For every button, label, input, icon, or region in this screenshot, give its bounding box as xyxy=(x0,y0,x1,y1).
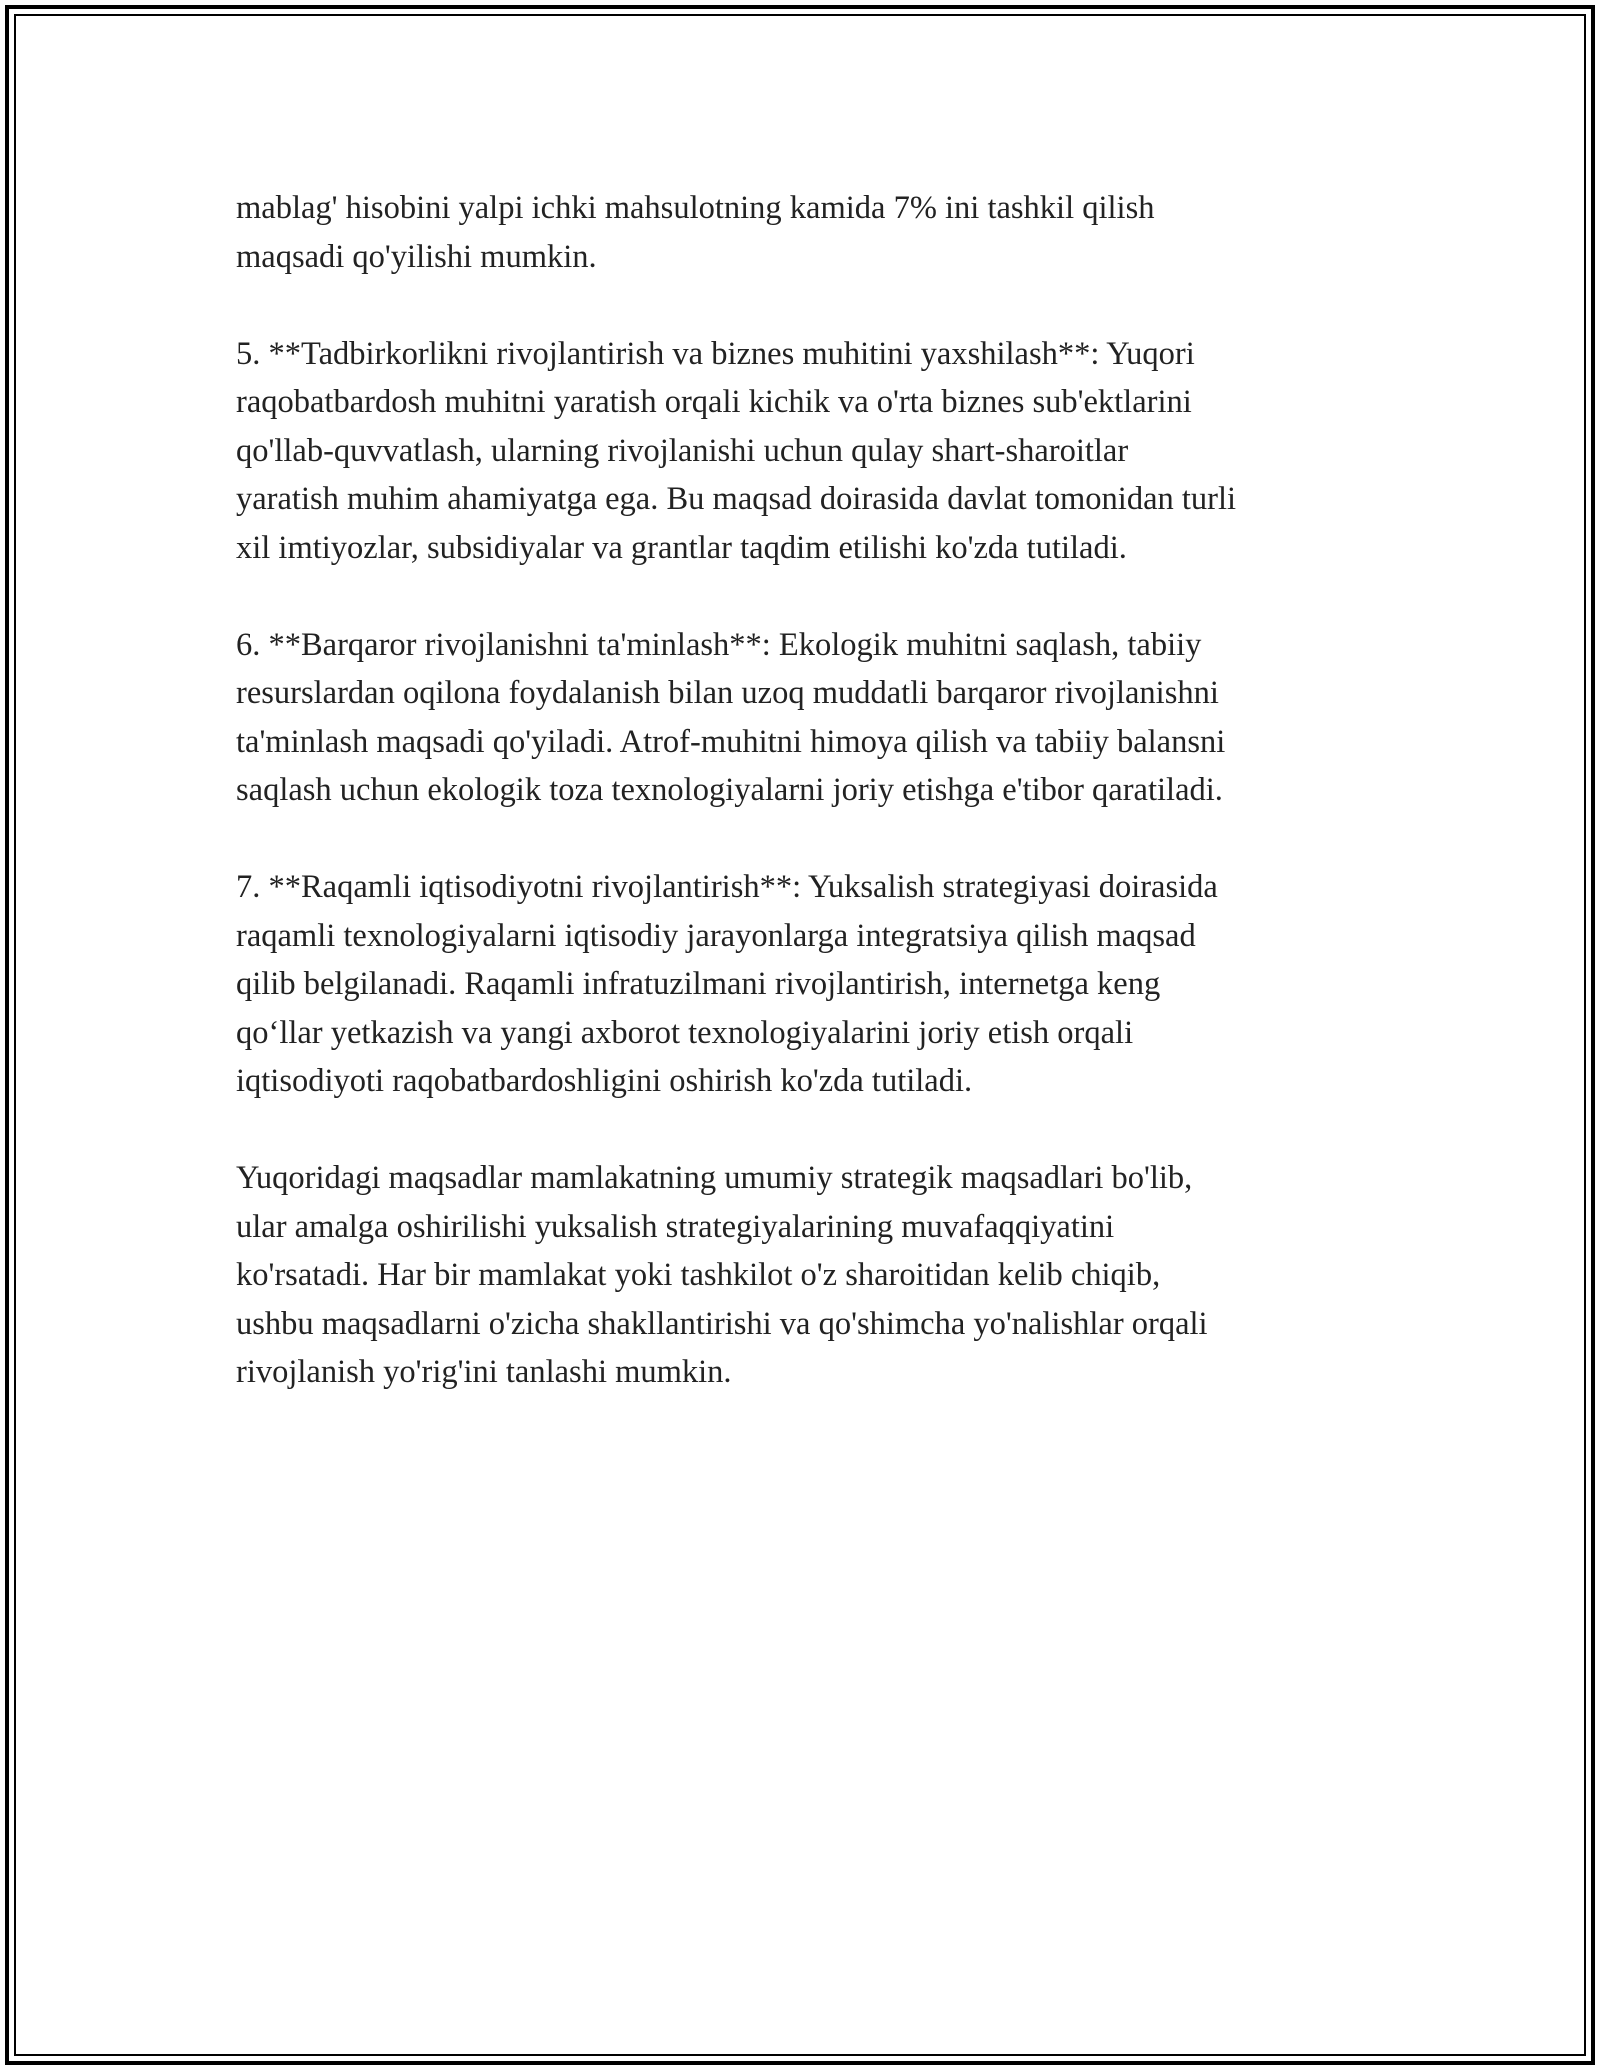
paragraph-item-7 xyxy=(236,863,1396,1106)
document-body xyxy=(236,184,1396,1445)
text-line: Yuqoridagi maqsadlar mamlakatning umumiy strategik maqsadlari bo'lib, xyxy=(236,1160,1193,1196)
text-line: yaratish muhim ahamiyatga ega. Bu maqsad doirasida davlat tomonidan turli xyxy=(236,481,1237,517)
paragraph-item-6 xyxy=(236,621,1396,815)
text-line: iqtisodiyoti raqobatbardoshligini oshirish ko'zda tutiladi. xyxy=(236,1063,973,1099)
paragraph-funding-continuation xyxy=(236,184,1396,281)
text-line: qo‘llar yetkazish va yangi axborot texnologiyalarini joriy etish orqali xyxy=(236,1014,1134,1051)
text-line: ular amalga oshirilishi yuksalish strategiyalarining muvafaqqiyatini xyxy=(236,1208,1115,1245)
paragraph-conclusion xyxy=(236,1154,1396,1397)
text-line: saqlash uchun ekologik toza texnologiyalarni joriy etishga e'tibor qaratiladi. xyxy=(236,772,1223,808)
text-line: resurslardan oqilona foydalanish bilan uzoq muddatli barqaror rivojlanishni xyxy=(236,675,1219,711)
paragraph-item-5 xyxy=(236,330,1396,573)
text-line: maqsadi qo'yilishi mumkin. xyxy=(236,238,597,275)
text-line: 6. **Barqaror rivojlanishni ta'minlash**: Ekologik muhitni saqlash, tabiiy xyxy=(236,626,1202,663)
text-line: rivojlanish yo'rig'ini tanlashi mumkin. xyxy=(236,1354,732,1390)
text-line: ko'rsatadi. Har bir mamlakat yoki tashkilot o'z sharoitidan kelib chiqib, xyxy=(236,1257,1161,1293)
text-line: raqobatbardosh muhitni yaratish orqali kichik va o'rta biznes sub'ektlarini xyxy=(236,384,1192,420)
text-line: ta'minlash maqsadi qo'yiladi. Atrof-muhitni himoya qilish va tabiiy balansni xyxy=(236,723,1226,760)
text-line: ushbu maqsadlarni o'zicha shakllantirishi va qo'shimcha yo'nalishlar orqali xyxy=(236,1305,1208,1342)
text-line: 7. **Raqamli iqtisodiyotni rivojlantirish**: Yuksalish strategiyasi doirasida xyxy=(236,869,1218,905)
text-line: qilib belgilanadi. Raqamli infratuzilmani rivojlantirish, internetga keng xyxy=(236,966,1161,1002)
text-line: raqamli texnologiyalarni iqtisodiy jarayonlarga integratsiya qilish maqsad xyxy=(236,917,1196,954)
text-line: 5. **Tadbirkorlikni rivojlantirish va biznes muhitini yaxshilash**: Yuqori xyxy=(236,335,1195,372)
text-line: mablag' hisobini yalpi ichki mahsulotning kamida 7% ini tashkil qilish xyxy=(236,190,1155,226)
text-line: qo'llab-quvvatlash, ularning rivojlanishi uchun qulay shart-sharoitlar xyxy=(236,432,1129,469)
text-line: xil imtiyozlar, subsidiyalar va grantlar taqdim etilishi ko'zda tutiladi. xyxy=(236,529,1127,566)
